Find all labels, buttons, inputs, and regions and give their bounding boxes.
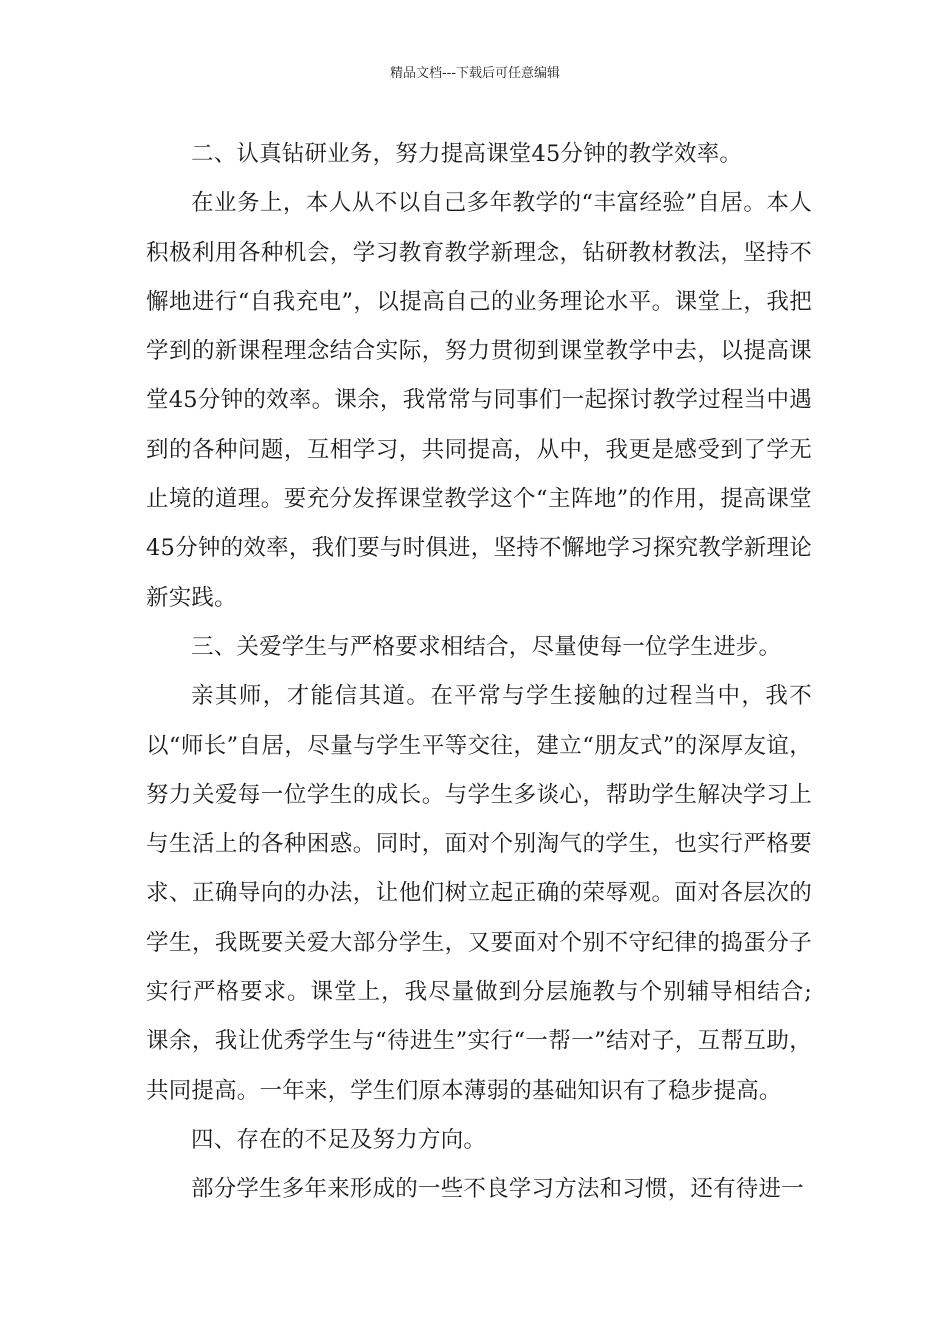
paragraph-student-care: 亲其师，才能信其道。在平常与学生接触的过程当中，我不以“师长”自居，尽量与学生平等交往，建立“朋友式”的深厚友谊，努力关爱每一位学生的成长。与学生多谈心，帮助学生解决学习上与生活上的各种困惑。同时，面对个别淘气的学生，也实行严格要求、正确导向的办法，让他们树立起正确的荣辱观。面对各层次的学生，我既要关爱大部分学生，又要面对个别不守纪律的捣蛋分子实行严格要求。课堂上，我尽量做到分层施教与个别辅导相结合;课余，我让优秀学生与“待进生”实行“一帮一”结对子，互帮互助，共同提高。一年来，学生们原本薄弱的基础知识有了稳步提高。 <box>146 683 812 1104</box>
section-heading-3: 三、关爱学生与严格要求相结合，尽量使每一位学生进步。 <box>191 633 782 660</box>
paragraph-professional-study: 在业务上，本人从不以自己多年教学的“丰富经验”自居。本人积极利用各种机会，学习教育教学新理念，钻研教材教法，坚持不懈地进行“自我充电”，以提高自己的业务理论水平。课堂上，我把学到的新课程理念结合实际，努力贯彻到课堂教学中去，以提高课堂45分钟的效率。课余，我常常与同事们一起探讨教学过程当中遇到的各种问题，互相学习，共同提高，从中，我更是感受到了学无止境的道理。要充分发挥课堂教学这个“主阵地”的作用，提高课堂45分钟的效率，我们要与时俱进，坚持不懈地学习探究教学新理论新实践。 <box>146 190 812 611</box>
paragraph-shortcomings: 部分学生多年来形成的一些不良学习方法和习惯，还有待进一 <box>191 1176 804 1203</box>
section-heading-2: 二、认真钻研业务，努力提高课堂45分钟的教学效率。 <box>191 141 743 167</box>
document-body <box>146 130 812 1215</box>
section-heading-4: 四、存在的不足及努力方向。 <box>191 1126 487 1153</box>
page-header: 精品文档---下载后可任意编辑 <box>389 66 561 81</box>
